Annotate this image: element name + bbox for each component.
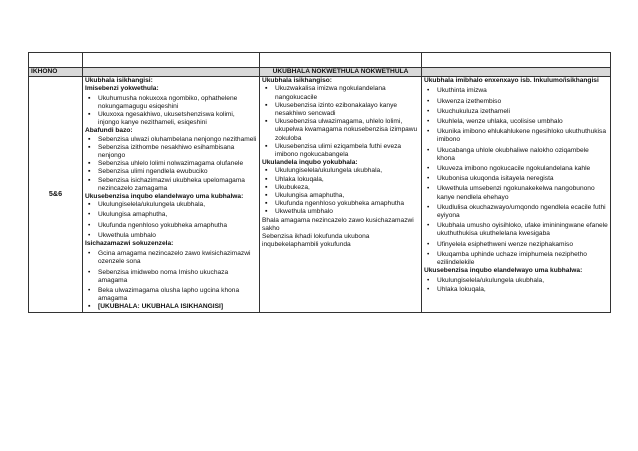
- list-item: ▪ [UKUBHALA: UKUBHALA ISIKHANGISI]: [88, 303, 224, 311]
- bullet-icon: •: [427, 118, 430, 126]
- bullet-icon: •: [427, 97, 430, 105]
- bullet-icon: ▪: [265, 175, 268, 183]
- column-imibhalo-enxenxayo: [422, 77, 611, 312]
- list-item: • Ufinyelela esiphethweni wenze neziphakamiso: [427, 240, 573, 248]
- list-item: • Ukulungiselela/ukulungela ukubhala,: [427, 277, 545, 285]
- list-item: ▪ Ukuzwakalisa imizwa ngokulandelana nangokucacile: [265, 85, 386, 101]
- col3-list-1: [262, 85, 419, 159]
- col2-heading-2: Imisebenzi yokwethula:: [85, 85, 159, 93]
- bullet-icon: ▪: [88, 143, 91, 151]
- col3-heading-1: Ukubhala isikhangiso:: [262, 77, 332, 85]
- bullet-icon: •: [427, 128, 430, 136]
- table-header-row: [29, 68, 611, 77]
- list-item: ▪ Sebenzisa isichazimazwi ukubheka upelomagama nezincazelo zamagama: [88, 176, 245, 192]
- bullet-icon: ▪: [265, 192, 268, 200]
- list-item: ▪ Sebenzisa ulwazi oluhambelana nenjongo nezithameli: [88, 135, 257, 143]
- header-ukubhala: UKUBHALA NOKWETHULA NOKWETHULA: [260, 68, 422, 77]
- col2-list-3: [85, 201, 257, 240]
- col4-heading-2: Ukusebenzisa inqubo elandelwayo uma kubhalwa:: [424, 267, 583, 275]
- bullet-icon: ▪: [88, 135, 91, 143]
- bullet-icon: ▪: [265, 142, 268, 150]
- col2-heading-1: Ukubhala isikhangisi:: [85, 77, 153, 85]
- list-item: • Ukwethula umbhalo: [88, 231, 156, 239]
- bullet-icon: ▪: [88, 303, 91, 311]
- bullet-icon: ▪: [265, 167, 268, 175]
- bullet-icon: ▪: [88, 160, 91, 168]
- list-item: • Ukwenza izethembiso: [427, 97, 502, 105]
- table-content-row: [29, 77, 611, 312]
- bullet-icon: ▪: [265, 200, 268, 208]
- bullet-icon: •: [88, 268, 91, 276]
- header-col2: [83, 68, 260, 77]
- bullet-icon: •: [427, 222, 430, 230]
- list-item: • Beka ulwazimagama olusha lapho ugcina khona amagama: [88, 287, 240, 303]
- list-item: ▪ Ukubukeza,: [265, 183, 310, 191]
- bullet-icon: •: [88, 211, 91, 219]
- document-page: [28, 52, 610, 313]
- week-label: 5&6: [29, 77, 83, 312]
- bullet-icon: ▪: [265, 85, 268, 93]
- col2-list-1: [85, 95, 257, 128]
- list-item: ▪ Uhlaka lokuqala,: [265, 175, 324, 183]
- bullet-icon: •: [88, 287, 91, 295]
- list-item: ▪ Ukulungiselela/ukulungela ukubhala,: [88, 201, 206, 209]
- bullet-icon: •: [427, 250, 430, 258]
- list-item: • Ukubonisa ukuqonda isitayela neregista: [427, 175, 554, 183]
- bullet-icon: •: [427, 87, 430, 95]
- bullet-icon: •: [427, 240, 430, 248]
- bullet-icon: •: [427, 165, 430, 173]
- list-item: • Ukubhala umusho oyisihloko, ufake imininingwane efanele ukuthuthukisa ukuthelelana kwesigaba: [427, 222, 608, 238]
- bullet-icon: •: [88, 231, 91, 239]
- lesson-plan-table: [28, 52, 611, 313]
- list-item: • Ukuthinta imizwa: [427, 87, 487, 95]
- list-item: ▪ Sebenzisa ulimi ngendlela ewubuciko: [88, 168, 208, 176]
- bullet-icon: •: [88, 221, 91, 229]
- bullet-icon: •: [427, 203, 430, 211]
- col3-paragraph-2: Sebenzisa ikhadi lokufunda ukubona inqubekelaphambili yokufunda: [262, 233, 370, 249]
- bullet-icon: •: [427, 107, 430, 115]
- list-item: ▪ Ukuhumusha nokuxoxa ngombiko, ophathelene nokungamagugu esiqeshini: [88, 94, 238, 110]
- bullet-icon: •: [427, 146, 430, 154]
- col2-heading-4: Ukusebenzisa inqubo elandelwayo uma kubhalwa:: [85, 193, 244, 201]
- list-item: • Ukudlulisa okuchazwayo/umqondo ngendlela ecacile futhi eyiyona: [427, 203, 606, 220]
- bullet-icon: •: [427, 175, 430, 183]
- list-item: • Ukucabanga uhlole okubhaliwe nalokho oziqambele khona: [427, 146, 589, 162]
- bullet-icon: •: [427, 285, 430, 293]
- list-item: ▪ Ukulungisa amaphutha,: [265, 192, 345, 200]
- col3-list-2: [262, 167, 419, 216]
- list-item: • Ukunika imibono ehlukahlukene ngesihloko ukuthuthukisa imibono: [427, 128, 606, 144]
- header-col4: [422, 68, 611, 77]
- col2-list-4: [85, 250, 257, 311]
- list-item: ▪ Sebenzisa uhlelo lolimi nolwazimagama olufanele: [88, 160, 244, 168]
- list-item: ▪ Sebenzisa izithombe nesakhiwo esihambisana nenjongo: [88, 143, 235, 160]
- col4-heading-1: Ukubhala imibhalo enxenxayo isb. Inkulumo/isikhangisi: [424, 77, 599, 85]
- list-item: • Ukulungisa amaphutha,: [88, 211, 168, 219]
- list-item: ▪ Ukulungiselela/ukulungela ukubhala,: [265, 167, 383, 175]
- bullet-icon: ▪: [88, 168, 91, 176]
- col4-list-1: [424, 87, 608, 267]
- bullet-icon: ▪: [88, 94, 91, 102]
- list-item: • Ukuveza imibono ngokucacile ngokulandelana kahle: [427, 165, 591, 173]
- list-item: • Ukwethula umsebenzi ngokunakekelwa nangobunono kanye nendlela ehehayo: [427, 185, 595, 201]
- col2-list-2: [85, 136, 257, 193]
- bullet-icon: •: [88, 250, 91, 258]
- bullet-icon: ▪: [88, 176, 91, 184]
- list-item: ▪ Ukusebenzisa izinto ezibonakalayo kanye nesakhiwo sencwadi: [265, 101, 398, 118]
- list-item: ▪ Ukufunda ngenhloso yokubheka amaphutha: [265, 200, 405, 208]
- list-item: • Ukuhlela, wenze uhlaka, ucolisise umbhalo: [427, 118, 563, 126]
- col2-heading-3: Abafundi bazo:: [85, 127, 133, 135]
- list-item: • Sebenzisa imidwebo noma Imisho ukuchaza amagama: [88, 268, 229, 284]
- col3-paragraph-1: Bhala amagama nezincazelo zawo kusichazamazwi sakho: [262, 216, 414, 232]
- bullet-icon: ▪: [88, 201, 91, 209]
- table-empty-row: [29, 53, 611, 68]
- list-item: ▪ Ukusebenzisa ulwazimagama, uhlelo lolimi, ukupelwa kwamagama nokusebenzisa izimpawu zokuloba: [265, 118, 418, 142]
- list-item: • Gcina amagama nezincazelo zawo kwisichazimazwi ozenzele sona: [88, 250, 251, 266]
- header-ikhono: IKHONO: [29, 68, 83, 77]
- bullet-icon: ▪: [88, 111, 91, 119]
- list-item: • Uhlaka lokuqala,: [427, 285, 486, 293]
- column-isikhangisi: [83, 77, 260, 312]
- bullet-icon: ▪: [265, 208, 268, 216]
- bullet-icon: ▪: [265, 183, 268, 191]
- bullet-icon: •: [427, 185, 430, 193]
- list-item: • Ukuqamba uphinde uchaze imiphumela neziphetho ezilindelekile: [427, 250, 587, 267]
- list-item: ▪ Ukuxoxa ngesakhiwo, ukusetshenziswa kolimi, injongo kanye nezithameli, esiqeshini: [88, 111, 235, 127]
- bullet-icon: ▪: [265, 101, 268, 109]
- col4-list-2: [424, 277, 608, 293]
- column-ukubhala-isikhangiso: [260, 77, 422, 312]
- col3-heading-2: Ukulandela inqubo yokubhala:: [262, 159, 358, 167]
- list-item: • Ukufunda ngenhloso yokubheka amaphutha: [88, 221, 228, 229]
- col2-heading-5: Isichazamazwi sokuzenzela:: [85, 240, 174, 248]
- list-item: ▪ Ukusebenzisa ulimi eziqambela futhi eveza imibono ngokucabangela: [265, 142, 402, 159]
- list-item: • Ukuchukuluza izethameli: [427, 107, 510, 115]
- bullet-icon: •: [427, 277, 430, 285]
- list-item: ▪ Ukwethula umbhalo: [265, 208, 333, 216]
- bullet-icon: ▪: [265, 118, 268, 126]
